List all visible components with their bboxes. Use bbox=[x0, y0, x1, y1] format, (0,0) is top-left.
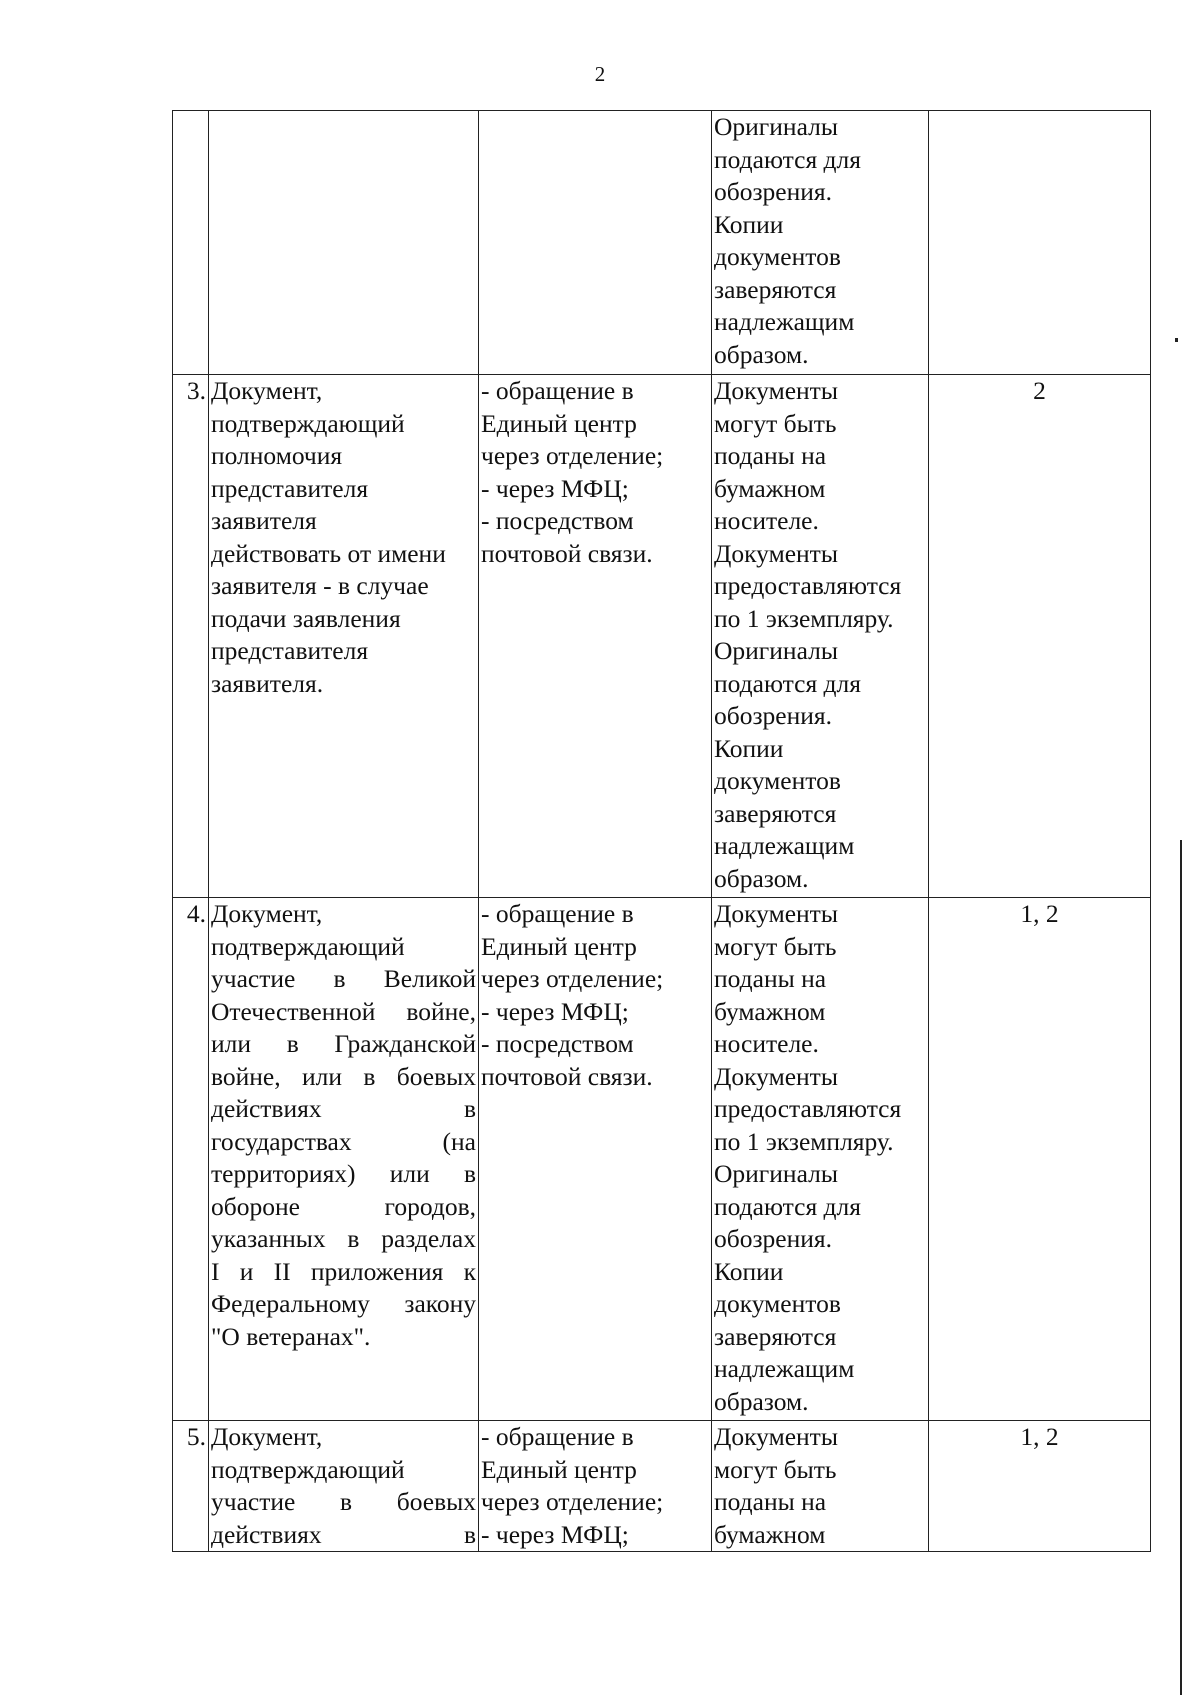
notes-cell-line: по 1 экземпляру. bbox=[714, 1126, 894, 1156]
reference-cell: 1, 2 bbox=[929, 898, 1151, 1421]
submission-ways-cell-line: почтовой связи. bbox=[481, 1061, 653, 1091]
notes-cell-line: Оригиналы bbox=[714, 636, 838, 665]
document-name-cell bbox=[209, 111, 479, 375]
document-name-cell-line: действиях в bbox=[211, 1094, 476, 1123]
row-number-cell: 5. bbox=[173, 1421, 209, 1552]
notes-cell-line: поданы на bbox=[714, 964, 827, 993]
row-number-cell: 4. bbox=[173, 898, 209, 1421]
document-name-cell-line: представителя bbox=[211, 473, 369, 503]
notes-cell-line: бумажном bbox=[714, 473, 826, 503]
notes-cell-line: заверяются bbox=[714, 274, 837, 304]
document-name-cell-line: Документ, bbox=[211, 1422, 323, 1451]
document-name-cell-line: подтверждающий bbox=[211, 1454, 405, 1484]
reference-cell: 2 bbox=[929, 375, 1151, 898]
reference-cell: 1, 2 bbox=[929, 1421, 1151, 1552]
table-body bbox=[173, 111, 1151, 1552]
notes-cell-line: документов bbox=[714, 766, 841, 795]
document-name-cell-line: участие в боевых bbox=[211, 1487, 476, 1516]
document-name-cell-line: подтверждающий bbox=[211, 408, 405, 438]
submission-ways-cell-line: через отделение; bbox=[481, 1487, 664, 1516]
notes-cell-line: Оригиналы bbox=[714, 1159, 838, 1188]
reference-cell bbox=[929, 111, 1151, 375]
document-name-cell-line: действиях в bbox=[211, 1519, 476, 1549]
document-name-cell-line: заявителя bbox=[211, 506, 317, 535]
notes-cell-line: могут быть bbox=[714, 931, 837, 961]
document-name-cell-line: подтверждающий bbox=[211, 931, 405, 961]
notes-cell-line: могут быть bbox=[714, 408, 837, 438]
document-name-cell-line: Документ, bbox=[211, 899, 323, 928]
submission-ways-cell-line: Единый центр bbox=[481, 1454, 637, 1484]
document-name-cell bbox=[209, 1421, 479, 1552]
notes-cell-line: бумажном bbox=[714, 1519, 826, 1549]
document-name-cell-line: или в Гражданской bbox=[211, 1029, 476, 1058]
notes-cell-line: образом. bbox=[714, 863, 809, 893]
row-number-cell: 3. bbox=[173, 375, 209, 898]
notes-cell-line: Документы bbox=[714, 899, 838, 928]
notes-cell-line: образом. bbox=[714, 339, 809, 369]
notes-cell-line: Документы bbox=[714, 376, 838, 405]
submission-ways-cell bbox=[479, 898, 712, 1421]
notes-cell-line: по 1 экземпляру. bbox=[714, 603, 894, 633]
submission-ways-cell-line: - через МФЦ; bbox=[481, 473, 629, 503]
submission-ways-cell-line: - посредством bbox=[481, 506, 634, 535]
document-name-cell-line: Федеральному закону bbox=[211, 1289, 476, 1318]
table-row bbox=[173, 1421, 1151, 1552]
notes-cell-line: поданы на bbox=[714, 441, 827, 470]
notes-cell-line: поданы на bbox=[714, 1487, 827, 1516]
submission-ways-cell-line: - через МФЦ; bbox=[481, 1519, 629, 1549]
scan-edge-line bbox=[1180, 840, 1182, 1695]
submission-ways-cell-line: - обращение в bbox=[481, 376, 634, 405]
notes-cell bbox=[712, 111, 929, 375]
document-name-cell-line: I и II приложения к bbox=[211, 1256, 476, 1286]
table-row bbox=[173, 375, 1151, 898]
notes-cell-line: обозрения. bbox=[714, 177, 833, 206]
notes-cell bbox=[712, 898, 929, 1421]
submission-ways-cell-line: Единый центр bbox=[481, 408, 637, 438]
notes-cell-line: предоставляются bbox=[714, 1094, 902, 1123]
submission-ways-cell bbox=[479, 1421, 712, 1552]
document-name-cell-line: войне, или в боевых bbox=[211, 1061, 476, 1091]
notes-cell-line: подаются для bbox=[714, 1191, 861, 1221]
document-name-cell-line: "О ветеранах". bbox=[211, 1321, 371, 1351]
notes-cell bbox=[712, 375, 929, 898]
submission-ways-cell-line: - обращение в bbox=[481, 899, 634, 928]
document-name-cell-line: действовать от имени bbox=[211, 538, 446, 568]
notes-cell-line: документов bbox=[714, 242, 841, 271]
notes-cell-line: образом. bbox=[714, 1386, 809, 1416]
notes-cell-line: предоставляются bbox=[714, 571, 902, 600]
notes-cell-line: документов bbox=[714, 1289, 841, 1318]
document-name-cell-line: Документ, bbox=[211, 376, 323, 405]
document-name-cell-line: обороне городов, bbox=[211, 1191, 476, 1221]
submission-ways-cell bbox=[479, 111, 712, 375]
notes-cell-line: подаются для bbox=[714, 144, 861, 174]
table-row bbox=[173, 898, 1151, 1421]
notes-cell-line: обозрения. bbox=[714, 701, 833, 730]
document-name-cell-line: заявителя. bbox=[211, 668, 324, 698]
notes-cell-line: носителе. bbox=[714, 1029, 819, 1058]
document-name-cell-line: указанных в разделах bbox=[211, 1224, 476, 1253]
notes-cell bbox=[712, 1421, 929, 1552]
notes-cell-line: Документы bbox=[714, 1061, 838, 1091]
document-name-cell-line: заявителя - в случае bbox=[211, 571, 429, 600]
row-number-cell bbox=[173, 111, 209, 375]
submission-ways-cell-line: - через МФЦ; bbox=[481, 996, 629, 1026]
submission-ways-cell-line: - посредством bbox=[481, 1029, 634, 1058]
document-name-cell-line: представителя bbox=[211, 636, 369, 665]
document-name-cell bbox=[209, 898, 479, 1421]
submission-ways-cell-line: Единый центр bbox=[481, 931, 637, 961]
document-name-cell-line: участие в Великой bbox=[211, 964, 476, 993]
submission-ways-cell-line: - обращение в bbox=[481, 1422, 634, 1451]
scan-edge-mark bbox=[1175, 338, 1178, 342]
document-name-cell-line: полномочия bbox=[211, 441, 343, 470]
document-name-cell bbox=[209, 375, 479, 898]
notes-cell-line: надлежащим bbox=[714, 307, 855, 336]
submission-ways-cell-line: через отделение; bbox=[481, 441, 664, 470]
document-name-cell-line: Отечественной войне, bbox=[211, 996, 476, 1026]
notes-cell-line: Оригиналы bbox=[714, 112, 838, 141]
table-row bbox=[173, 111, 1151, 375]
notes-cell-line: заверяются bbox=[714, 1321, 837, 1351]
notes-cell-line: обозрения. bbox=[714, 1224, 833, 1253]
document-name-cell-line: территориях) или в bbox=[211, 1159, 476, 1188]
notes-cell-line: надлежащим bbox=[714, 831, 855, 860]
notes-cell-line: Документы bbox=[714, 538, 838, 568]
notes-cell-line: могут быть bbox=[714, 1454, 837, 1484]
documents-table bbox=[172, 110, 1151, 1552]
page-number: 2 bbox=[594, 62, 606, 86]
notes-cell-line: Копии bbox=[714, 1256, 784, 1286]
notes-cell-line: подаются для bbox=[714, 668, 861, 698]
submission-ways-cell-line: через отделение; bbox=[481, 964, 664, 993]
notes-cell-line: Документы bbox=[714, 1422, 838, 1451]
document-name-cell-line: подачи заявления bbox=[211, 603, 401, 633]
notes-cell-line: бумажном bbox=[714, 996, 826, 1026]
submission-ways-cell-line: почтовой связи. bbox=[481, 538, 653, 568]
document-name-cell-line: государствах (на bbox=[211, 1126, 476, 1156]
notes-cell-line: Копии bbox=[714, 209, 784, 239]
notes-cell-line: носителе. bbox=[714, 506, 819, 535]
submission-ways-cell bbox=[479, 375, 712, 898]
notes-cell-line: заверяются bbox=[714, 798, 837, 828]
notes-cell-line: надлежащим bbox=[714, 1354, 855, 1383]
notes-cell-line: Копии bbox=[714, 733, 784, 763]
